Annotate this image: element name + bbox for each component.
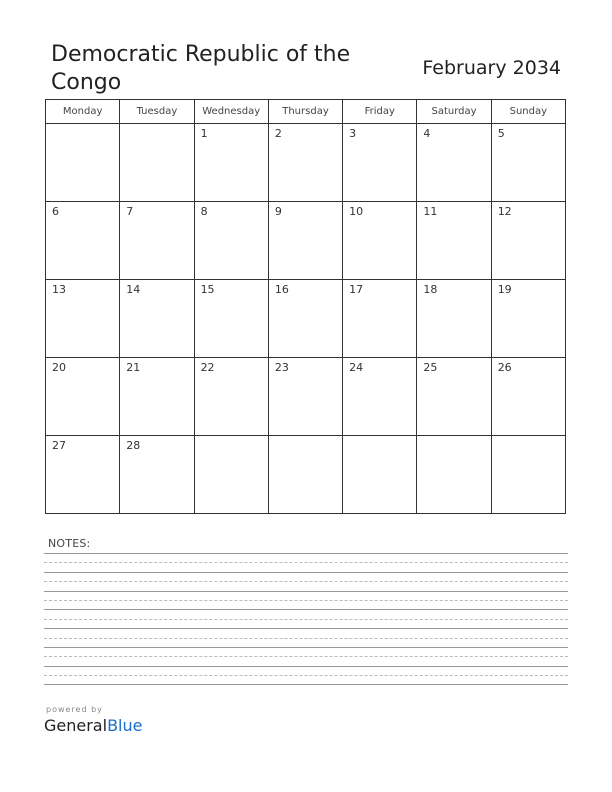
weekday-header: Sunday xyxy=(491,100,565,124)
weekday-header: Friday xyxy=(343,100,417,124)
weekday-header: Monday xyxy=(46,100,120,124)
weekday-header: Thursday xyxy=(268,100,342,124)
week-row xyxy=(46,280,566,358)
day-number: 20 xyxy=(52,361,66,374)
day-number: 5 xyxy=(497,127,505,140)
day-number: 4 xyxy=(423,127,431,140)
week-row xyxy=(46,124,566,202)
day-cell xyxy=(343,202,417,280)
notes-line xyxy=(44,553,568,554)
day-number: 17 xyxy=(349,283,364,296)
day-cell xyxy=(417,124,491,202)
day-cell xyxy=(46,202,120,280)
day-number: 13 xyxy=(52,283,66,296)
day-cell xyxy=(268,358,342,436)
day-cell xyxy=(194,280,268,358)
notes-line xyxy=(44,656,568,657)
day-number: 21 xyxy=(126,361,141,374)
day-cell xyxy=(194,358,268,436)
day-cell xyxy=(194,436,268,514)
day-cell xyxy=(343,280,417,358)
notes-line xyxy=(44,572,568,573)
day-cell xyxy=(120,358,194,436)
day-number xyxy=(492,436,565,439)
day-cell xyxy=(268,202,342,280)
day-number: 24 xyxy=(349,361,364,374)
notes-line xyxy=(44,581,568,582)
day-number: 15 xyxy=(200,283,215,296)
brand-name-part1: General xyxy=(44,716,108,735)
notes-line xyxy=(44,600,568,601)
notes-line xyxy=(44,666,568,667)
day-number: 18 xyxy=(423,283,438,296)
day-number xyxy=(269,436,342,439)
day-cell xyxy=(417,202,491,280)
weekday-header: Tuesday xyxy=(120,100,194,124)
notes-line xyxy=(44,684,568,685)
weekday-header: Saturday xyxy=(417,100,491,124)
day-cell xyxy=(46,280,120,358)
day-number xyxy=(195,436,268,439)
day-cell xyxy=(491,436,565,514)
brand-name-part2: Blue xyxy=(107,716,143,735)
day-cell xyxy=(417,436,491,514)
day-number: 28 xyxy=(126,439,141,452)
day-number: 16 xyxy=(274,283,289,296)
day-cell xyxy=(194,124,268,202)
weekday-header: Wednesday xyxy=(194,100,268,124)
weekday-header-row xyxy=(46,100,566,124)
week-row xyxy=(46,202,566,280)
day-cell xyxy=(491,124,565,202)
day-number xyxy=(46,124,119,127)
day-number xyxy=(343,436,416,439)
day-number: 6 xyxy=(52,205,59,218)
day-number: 2 xyxy=(274,127,282,140)
day-number: 7 xyxy=(126,205,134,218)
day-cell xyxy=(268,124,342,202)
day-number xyxy=(120,124,193,127)
day-number: 23 xyxy=(274,361,289,374)
calendar-month: February 2034 xyxy=(422,57,561,79)
day-cell xyxy=(46,124,120,202)
day-cell xyxy=(343,358,417,436)
day-cell xyxy=(120,436,194,514)
day-number: 10 xyxy=(349,205,364,218)
day-number: 27 xyxy=(52,439,66,452)
day-cell xyxy=(417,358,491,436)
brand-logo[interactable] xyxy=(44,716,142,736)
day-cell xyxy=(46,358,120,436)
day-number: 22 xyxy=(200,361,215,374)
day-number: 11 xyxy=(423,205,438,218)
notes-line xyxy=(44,562,568,563)
notes-line xyxy=(44,591,568,592)
notes-line xyxy=(44,638,568,639)
day-number: 14 xyxy=(126,283,141,296)
day-cell xyxy=(343,436,417,514)
day-number: 12 xyxy=(497,205,512,218)
day-number: 25 xyxy=(423,361,438,374)
day-number: 3 xyxy=(349,127,357,140)
notes-label: NOTES: xyxy=(48,537,91,550)
day-cell xyxy=(343,124,417,202)
day-cell xyxy=(120,124,194,202)
notes-line xyxy=(44,628,568,629)
week-row xyxy=(46,436,566,514)
day-cell xyxy=(491,358,565,436)
calendar-grid xyxy=(45,99,566,514)
day-number xyxy=(417,436,490,439)
day-cell xyxy=(491,202,565,280)
notes-line xyxy=(44,609,568,610)
powered-by-text: powered by xyxy=(46,705,103,714)
day-cell xyxy=(417,280,491,358)
day-cell xyxy=(46,436,120,514)
day-number: 19 xyxy=(497,283,512,296)
day-cell xyxy=(491,280,565,358)
day-cell xyxy=(194,202,268,280)
day-number: 1 xyxy=(200,127,208,140)
notes-line xyxy=(44,647,568,648)
day-number: 26 xyxy=(497,361,512,374)
day-cell xyxy=(268,280,342,358)
notes-line xyxy=(44,619,568,620)
day-cell xyxy=(268,436,342,514)
calendar-title: Democratic Republic of the Congo xyxy=(51,42,351,95)
day-cell xyxy=(120,280,194,358)
notes-line xyxy=(44,675,568,676)
day-cell xyxy=(120,202,194,280)
week-row xyxy=(46,358,566,436)
day-number: 8 xyxy=(200,205,208,218)
day-number: 9 xyxy=(274,205,282,218)
